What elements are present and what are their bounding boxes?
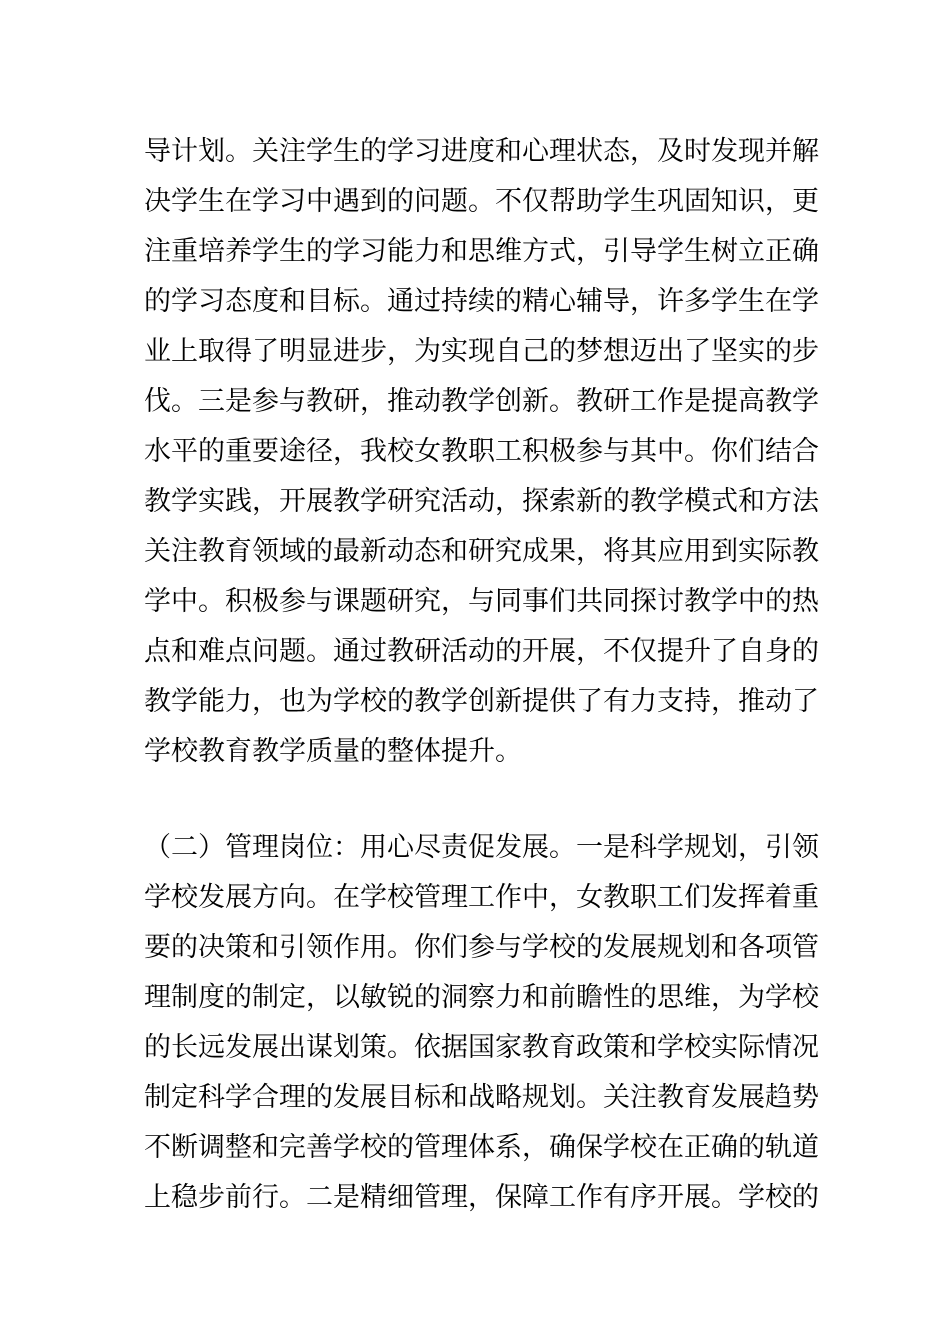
text-line: 决学生在学习中遇到的问题。不仅帮助学生巩固知识，更 xyxy=(144,186,819,217)
text-line: 教学实践，开展教学研究活动，探索新的教学模式和方法 xyxy=(144,486,819,517)
text-line: 学中。积极参与课题研究，与同事们共同探讨教学中的热 xyxy=(144,586,819,617)
text-line: 关注教育领域的最新动态和研究成果，将其应用到实际教 xyxy=(144,536,819,567)
text-line: 学校发展方向。在学校管理工作中，女教职工们发挥着重 xyxy=(144,882,819,913)
text-line: 伐。三是参与教研，推动教学创新。教研工作是提高教学 xyxy=(144,386,819,417)
body-paragraph-management xyxy=(144,823,819,1223)
text-line: 导计划。关注学生的学习进度和心理状态，及时发现并解 xyxy=(144,136,819,167)
text-line: 要的决策和引领作用。你们参与学校的发展规划和各项管 xyxy=(144,932,819,963)
text-line: 制定科学合理的发展目标和战略规划。关注教育发展趋势 xyxy=(144,1082,819,1113)
text-line: 教学能力，也为学校的教学创新提供了有力支持，推动了 xyxy=(144,686,819,717)
text-line: 不断调整和完善学校的管理体系，确保学校在正确的轨道 xyxy=(144,1132,819,1163)
text-line: 注重培养学生的学习能力和思维方式，引导学生树立正确 xyxy=(144,236,819,267)
text-line: 的学习态度和目标。通过持续的精心辅导，许多学生在学 xyxy=(144,286,819,317)
text-line: 点和难点问题。通过教研活动的开展，不仅提升了自身的 xyxy=(144,636,819,667)
body-paragraph-teaching xyxy=(144,127,819,777)
text-line: 理制度的制定，以敏锐的洞察力和前瞻性的思维，为学校 xyxy=(144,982,819,1013)
text-line: 的长远发展出谋划策。依据国家教育政策和学校实际情况 xyxy=(144,1032,819,1063)
text-line: 学校教育教学质量的整体提升。 xyxy=(144,736,522,767)
text-line: 水平的重要途径，我校女教职工积极参与其中。你们结合 xyxy=(144,436,819,467)
text-line: （二）管理岗位：用心尽责促发展。一是科学规划，引领 xyxy=(144,832,819,863)
text-line: 业上取得了明显进步，为实现自己的梦想迈出了坚实的步 xyxy=(144,336,819,367)
text-line: 上稳步前行。二是精细管理，保障工作有序开展。学校的 xyxy=(144,1182,819,1213)
